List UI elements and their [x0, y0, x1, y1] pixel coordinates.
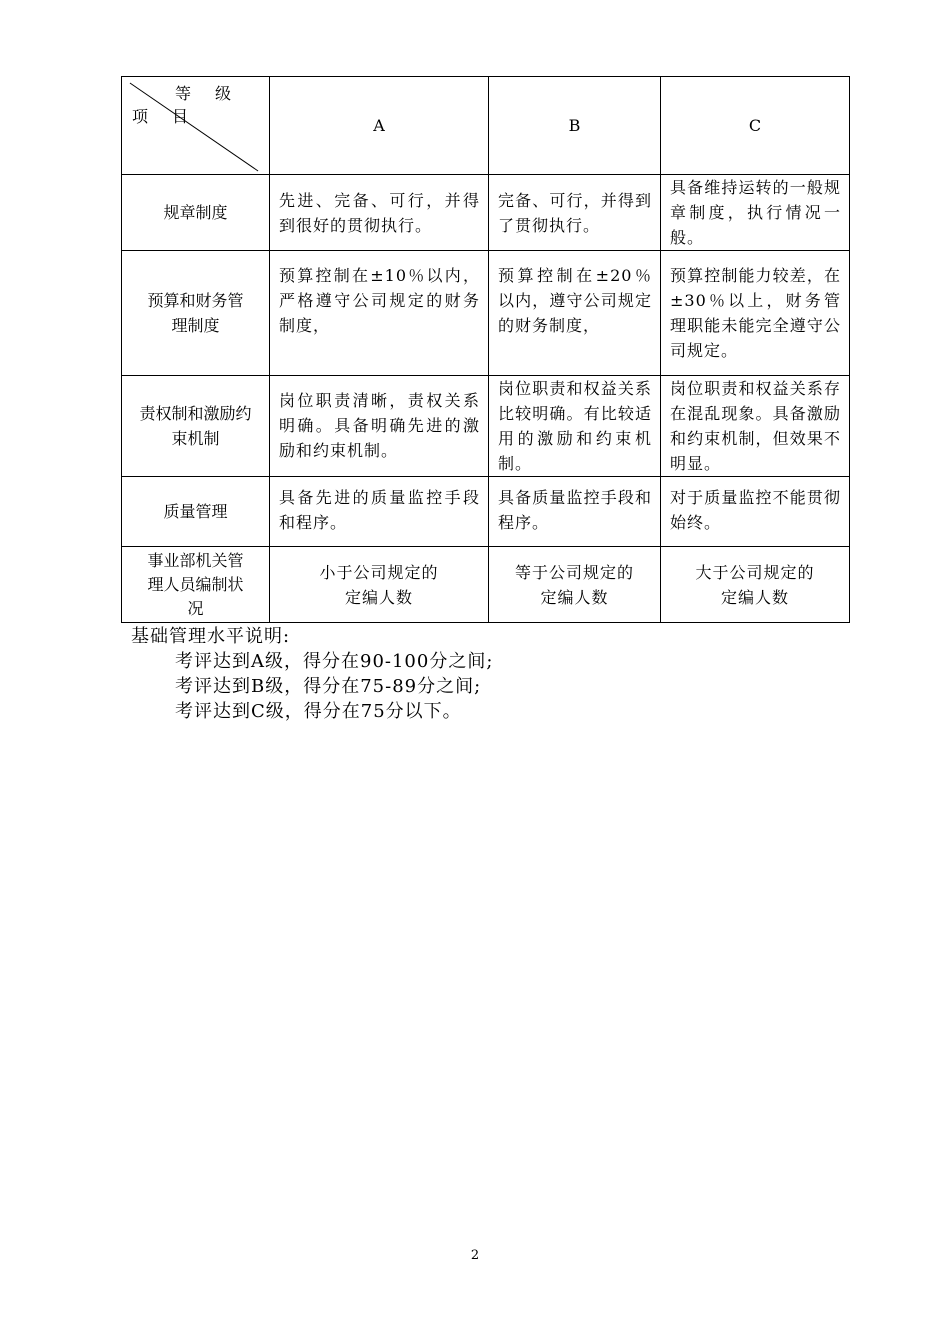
grade-header-label: 等级	[174, 84, 255, 103]
row-label-responsibility	[122, 376, 270, 477]
notes-title: 基础管理水平说明:	[131, 626, 291, 647]
scoring-notes	[131, 624, 493, 724]
cell-grade-a: 岗位职责清晰，责权关系明确。具备明确先进的激励和约束机制。	[270, 376, 489, 477]
grade-b-header: B	[489, 77, 661, 175]
table-row	[122, 376, 850, 477]
cell-grade-c: 岗位职责和权益关系存在混乱现象。具备激励和约束机制，但效果不明显。	[661, 376, 850, 477]
cell-grade-c: 对于质量监控不能贯彻始终。	[661, 477, 850, 547]
row-label-budget	[122, 251, 270, 376]
page-number: 2	[470, 1248, 480, 1263]
row-label-rules: 规章制度	[122, 175, 270, 251]
row-label-staffing	[122, 547, 270, 623]
cell-grade-a-text: 小于公司规定的定编人数	[319, 562, 439, 607]
item-header-label: 项目	[132, 107, 213, 126]
cell-grade-b: 完备、可行，并得到了贯彻执行。	[489, 175, 661, 251]
row-label-quality: 质量管理	[122, 477, 270, 547]
cell-grade-b: 岗位职责和权益关系比较明确。有比较适用的激励和约束机制。	[489, 376, 661, 477]
row-label-budget-text: 预算和财务管理制度	[147, 291, 244, 335]
cell-grade-c: 具备维持运转的一般规章制度，执行情况一般。	[661, 175, 850, 251]
cell-grade-b-text: 等于公司规定的定编人数	[514, 562, 634, 607]
table-row	[122, 547, 850, 623]
cell-grade-c-text: 大于公司规定的定编人数	[695, 562, 815, 607]
cell-grade-b: 具备质量监控手段和程序。	[489, 477, 661, 547]
cell-grade-a: 具备先进的质量监控手段和程序。	[270, 477, 489, 547]
cell-grade-a: 预算控制在±10％以内，严格遵守公司规定的财务制度，	[270, 251, 489, 376]
cell-grade-b	[489, 547, 661, 623]
cell-grade-a: 先进、完备、可行，并得到很好的贯彻执行。	[270, 175, 489, 251]
cell-grade-b: 预算控制在±20％以内，遵守公司规定的财务制度，	[489, 251, 661, 376]
table-row	[122, 175, 850, 251]
grade-a-header: A	[270, 77, 489, 175]
note-line: 考评达到B级，得分在75-89分之间;	[175, 676, 482, 697]
cell-grade-c: 预算控制能力较差，在±30％以上，财务管理职能未能完全遵守公司规定。	[661, 251, 850, 376]
note-line: 考评达到A级，得分在90-100分之间;	[175, 651, 494, 672]
diagonal-header-cell	[122, 77, 270, 175]
table-row	[122, 477, 850, 547]
table-row	[122, 251, 850, 376]
cell-grade-a	[270, 547, 489, 623]
note-line: 考评达到C级，得分在75分以下。	[175, 701, 462, 722]
assessment-table	[121, 76, 850, 623]
table-header-row	[122, 77, 850, 175]
cell-grade-c	[661, 547, 850, 623]
row-label-staffing-text: 事业部机关管理人员编制状况	[147, 550, 244, 618]
grade-c-header: C	[661, 77, 850, 175]
row-label-responsibility-text: 责权制和激励约束机制	[139, 404, 252, 448]
